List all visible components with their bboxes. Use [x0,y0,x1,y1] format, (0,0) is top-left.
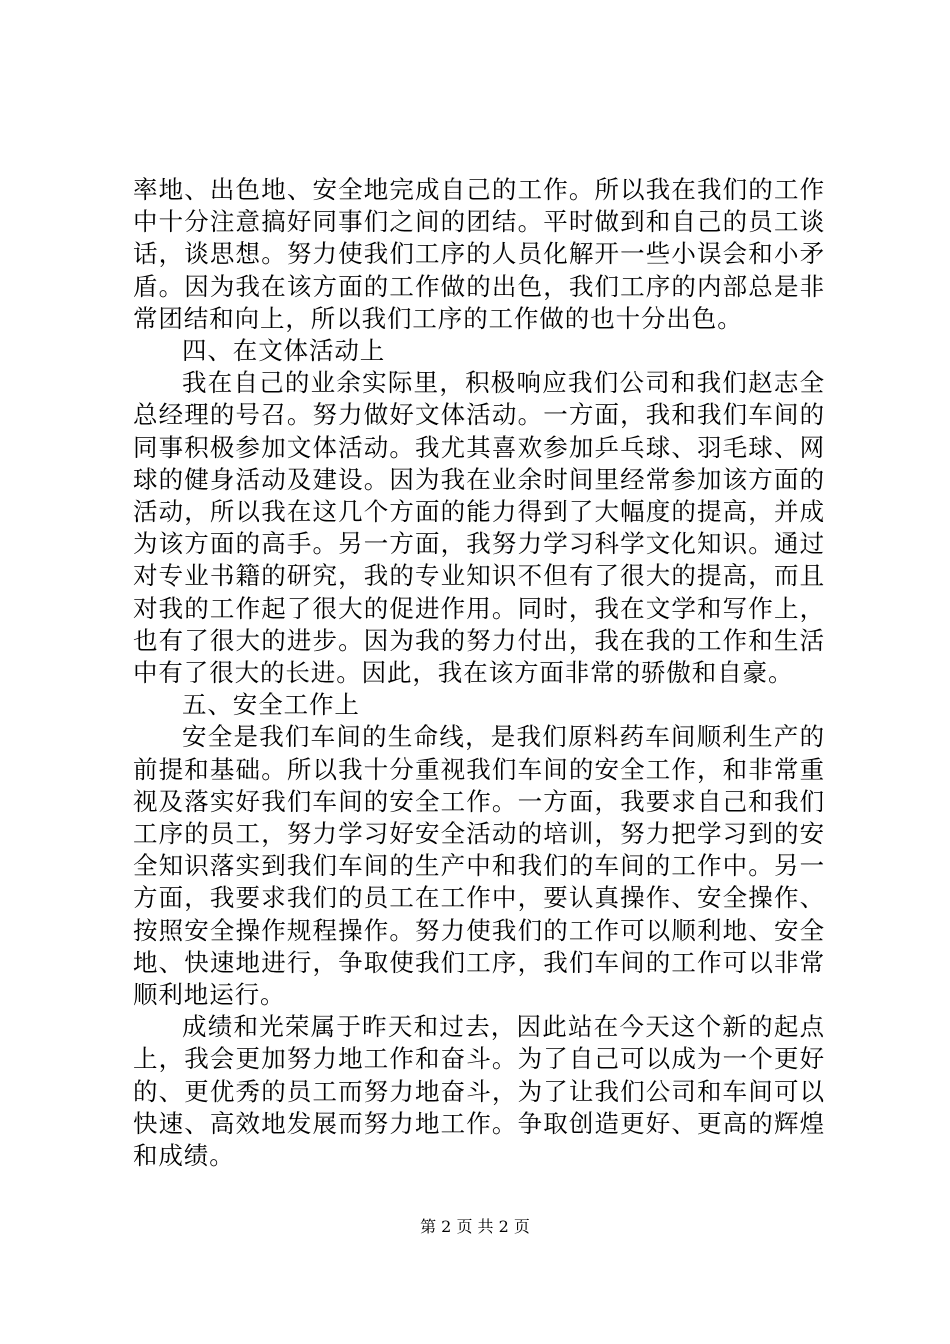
paragraph-continuation: 率地、出色地、安全地完成自己的工作。所以我在我们的工作中十分注意搞好同事们之间的团结。平时做到和自己的员工谈话，谈思想。努力使我们工序的人员化解开一些小误会和小矛盾。因为我在该方面的工作做的出色，我们工序的内部总是非常团结和向上，所以我们工序的工作做的也十分出色。 [133,175,825,333]
page-number-footer: 第 2 页 共 2 页 [420,1217,530,1236]
paragraph-sports: 我在自己的业余实际里，积极响应我们公司和我们赵志全总经理的号召。努力做好文体活动。一方面，我和我们车间的同事积极参加文体活动。我尤其喜欢参加乒乓球、羽毛球、网球的健身活动及建设。因为我在业余时间里经常参加该方面的活动，所以我在这几个方面的能力得到了大幅度的提高，并成为该方面的高手。另一方面，我努力学习科学文化知识。通过对专业书籍的研究，我的专业知识不但有了很大的提高，而且对我的工作起了很大的促进作用。同时，我在文学和写作上，也有了很大的进步。因为我的努力付出，我在我的工作和生活中有了很大的长进。因此，我在该方面非常的骄傲和自豪。 [133,368,825,688]
paragraph-safety: 安全是我们车间的生命线，是我们原料药车间顺利生产的前提和基础。所以我十分重视我们车间的安全工作，和非常重视及落实好我们车间的安全工作。一方面，我要求自己和我们工序的员工，努力学习好安全活动的培训，努力把学习到的安全知识落实到我们车间的生产中和我们的车间的工作中。另一方面，我要求我们的员工在工作中，要认真操作、安全操作、按照安全操作规程操作。努力使我们的工作可以顺利地、安全地、快速地进行，争取使我们工序，我们车间的工作可以非常顺利地运行。 [133,722,825,1010]
section-heading-safety: 五、安全工作上 [182,690,360,720]
paragraph-conclusion: 成绩和光荣属于昨天和过去，因此站在今天这个新的起点上，我会更加努力地工作和奋斗。为了自己可以成为一个更好的、更优秀的员工而努力地奋斗，为了让我们公司和车间可以快速、高效地发展而努力地工作。争取创造更好、更高的辉煌和成绩。 [133,1012,825,1171]
document-body [133,174,825,1172]
section-heading-sports: 四、在文体活动上 [182,336,386,366]
